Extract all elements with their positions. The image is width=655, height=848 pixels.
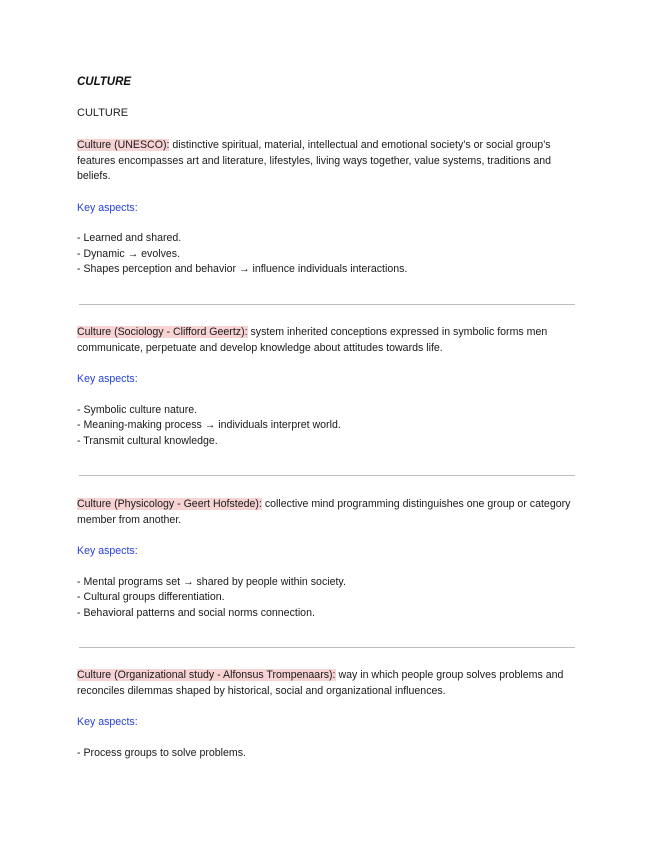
highlighted-term: Culture (Organizational study - Alfonsus Trompenaars): [77,669,336,681]
list-item: - Behavioral patterns and social norms connection. [77,606,315,619]
key-aspects-list [77,231,582,278]
list-item: - Cultural groups differentiation. [77,591,225,603]
section-divider [79,304,575,305]
section-unesco [77,138,582,278]
definition-text: distinctive spiritual, material, intellectual and emotional society’s or social group’s features encompasses art and literature, lifestyles, living ways together, value systems, traditions and beliefs. [77,139,552,182]
key-aspects-list [77,403,582,450]
highlighted-term: Culture (Sociology - Clifford Geertz): [77,326,248,338]
list-item: - Symbolic culture nature. [77,403,198,416]
section-divider [79,475,575,476]
key-aspects-list [77,575,582,622]
definition-paragraph [77,138,582,185]
list-item: - Process groups to solve problems. [77,746,246,759]
key-aspects-label: Key aspects: [77,373,138,385]
key-aspects-label: Key aspects: [77,545,138,557]
section-organizational [77,668,582,761]
list-item: - Learned and shared. [77,232,182,244]
definition-text: system inherited conceptions expressed in symbolic forms men communicate, perpetuate and develop knowledge about attitudes towards life. [77,326,548,354]
definition-text: way in which people group solves problems and reconciles dilemmas shaped by historical, social and organizational influences. [77,669,564,697]
key-aspects-label: Key aspects: [77,201,138,214]
definition-paragraph [77,668,582,699]
definition-paragraph [77,325,582,356]
document-title: CULTURE [77,76,132,88]
list-item: - Mental programs set → shared by people within society. [77,575,346,588]
definition-text: collective mind programming distinguishes one group or category member from another. [77,498,571,526]
definition-paragraph [77,497,582,528]
highlighted-term: Culture (UNESCO): [77,139,170,151]
section-physicology [77,497,582,621]
document-subtitle: CULTURE [77,107,129,119]
list-item: - Shapes perception and behavior → influence individuals interactions. [77,263,408,275]
list-item: - Dynamic → evolves. [77,247,181,260]
key-aspects-list [77,746,582,762]
highlighted-term: Culture (Physicology - Geert Hofstede): [77,498,262,510]
section-sociology [77,325,582,449]
list-item: - Meaning-making process → individuals interpret world. [77,419,341,431]
list-item: - Transmit cultural knowledge. [77,434,218,447]
key-aspects-label: Key aspects: [77,716,138,728]
section-divider [79,647,575,648]
